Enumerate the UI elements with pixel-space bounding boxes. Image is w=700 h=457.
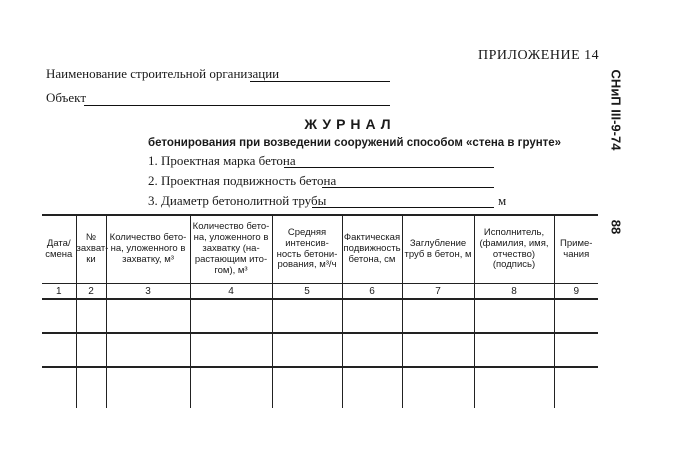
table-cell[interactable]	[76, 367, 106, 408]
col-header-actual-mobility: Фактическая подвижность бетона, см	[342, 215, 402, 284]
table-cell[interactable]	[106, 299, 190, 333]
table-cell[interactable]	[342, 299, 402, 333]
table-cell[interactable]	[474, 367, 554, 408]
col-header-executor: Исполнитель, (фамилия, имя, отчество) (подпись)	[474, 215, 554, 284]
table-cell[interactable]	[554, 333, 598, 367]
table-cell[interactable]	[42, 299, 76, 333]
table-cell[interactable]	[402, 333, 474, 367]
col-number: 2	[76, 284, 106, 300]
col-number: 7	[402, 284, 474, 300]
col-number: 6	[342, 284, 402, 300]
col-header-pipe-embedment: Заглубление труб в бетон, м	[402, 215, 474, 284]
col-number: 8	[474, 284, 554, 300]
page-number-text: 88	[608, 219, 624, 235]
table-cell[interactable]	[76, 333, 106, 367]
table-cell[interactable]	[402, 299, 474, 333]
item-pipe-diameter: 3. Диаметр бетонолитной трубы	[148, 193, 327, 208]
table-cell[interactable]	[554, 367, 598, 408]
document-code-text: СНиП III-9-74	[608, 69, 624, 151]
appendix-label: ПРИЛОЖЕНИЕ 14	[478, 48, 600, 63]
col-number: 5	[272, 284, 342, 300]
table-cell[interactable]	[42, 333, 76, 367]
object-field[interactable]	[84, 105, 390, 106]
col-number: 9	[554, 284, 598, 300]
table-header-row	[42, 215, 598, 284]
item-concrete-grade: 1. Проектная марка бетона	[148, 153, 296, 168]
pipe-diameter-unit: м	[498, 193, 507, 208]
col-header-average-rate: Средняя интенсив- ность бетони- рования, м³/ч	[272, 215, 342, 284]
table-cell[interactable]	[342, 367, 402, 408]
document-code	[606, 60, 626, 160]
col-header-section-number: № захват- ки	[76, 215, 106, 284]
journal-subtitle: бетонирования при возведении сооружений способом «стена в грунте»	[148, 137, 562, 149]
table-cell[interactable]	[190, 367, 272, 408]
organization-label: Наименование строительной организации	[46, 66, 280, 81]
object-label: Объект	[46, 90, 86, 105]
table-cell[interactable]	[190, 333, 272, 367]
table-cell[interactable]	[272, 333, 342, 367]
table-cell[interactable]	[342, 333, 402, 367]
table-cell[interactable]	[474, 333, 554, 367]
col-header-concrete-volume: Количество бето- на, уложенного в захватку, м³	[106, 215, 190, 284]
table-cell[interactable]	[106, 367, 190, 408]
table-cell[interactable]	[106, 333, 190, 367]
table-cell[interactable]	[402, 367, 474, 408]
concrete-mobility-field[interactable]	[322, 187, 494, 188]
table-cell[interactable]	[76, 299, 106, 333]
col-header-concrete-cumulative: Количество бето- на, уложенного в захватку (на- растающим ито- гом), м³	[190, 215, 272, 284]
pipe-diameter-field[interactable]	[312, 207, 494, 208]
table-cell[interactable]	[554, 299, 598, 333]
table-row	[42, 299, 598, 333]
table-number-row	[42, 284, 598, 300]
table-row	[42, 333, 598, 367]
col-number: 3	[106, 284, 190, 300]
item-concrete-mobility: 2. Проектная подвижность бетона	[148, 173, 337, 188]
table-cell[interactable]	[272, 299, 342, 333]
col-number: 4	[190, 284, 272, 300]
page-number	[606, 212, 626, 242]
col-number: 1	[42, 284, 76, 300]
concrete-grade-field[interactable]	[284, 167, 494, 168]
table-cell[interactable]	[272, 367, 342, 408]
table-cell[interactable]	[474, 299, 554, 333]
table-row	[42, 367, 598, 408]
journal-title: ЖУРНАЛ	[304, 116, 396, 132]
organization-field[interactable]	[250, 81, 390, 82]
col-header-date: Дата/ смена	[42, 215, 76, 284]
table-cell[interactable]	[190, 299, 272, 333]
col-header-notes: Приме- чания	[554, 215, 598, 284]
journal-table	[42, 214, 598, 408]
table-cell[interactable]	[42, 367, 76, 408]
